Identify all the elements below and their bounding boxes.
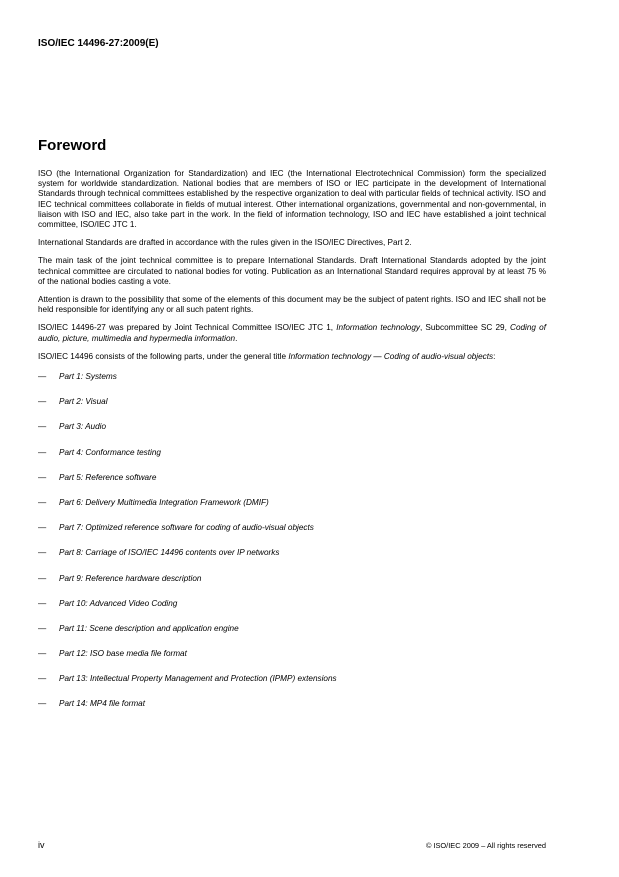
list-item: — Part 1: Systems <box>38 372 117 382</box>
list-item: — Part 8: Carriage of ISO/IEC 14496 contents over IP networks <box>38 548 280 558</box>
list-item: — Part 5: Reference software <box>38 472 157 482</box>
list-item: — Part 7: Optimized reference software for coding of audio-visual objects <box>38 523 314 533</box>
paragraph-prepared-by: ISO/IEC 14496-27 was prepared by Joint Technical Committee ISO/IEC JTC 1, Information technology, Subcommittee SC 29, Coding of audio, picture, multimedia and hypermedia information. <box>38 323 546 343</box>
list-item: — Part 14: MP4 file format <box>38 699 146 709</box>
list-item: — Part 6: Delivery Multimedia Integration Framework (DMIF) <box>38 497 269 507</box>
paragraph-patent: Attention is drawn to the possibility that some of the elements of this document may be the subject of patent rights. ISO and IEC shall not be held responsible for identifying any or all such patent rights. <box>38 295 546 315</box>
page-number: iv <box>38 840 45 850</box>
foreword-body <box>38 169 546 725</box>
list-item: — Part 11: Scene description and application engine <box>38 623 239 633</box>
paragraph-parts-intro: ISO/IEC 14496 consists of the following parts, under the general title Information technology — Coding of audio-visual objects: <box>38 351 496 361</box>
list-item: — Part 12: ISO base media file format <box>38 649 187 659</box>
copyright-notice: © ISO/IEC 2009 – All rights reserved <box>425 841 546 850</box>
list-item: — Part 9: Reference hardware description <box>38 573 202 583</box>
list-item: — Part 3: Audio <box>38 422 107 432</box>
document-id: ISO/IEC 14496-27:2009(E) <box>38 38 159 49</box>
list-item: — Part 10: Advanced Video Coding <box>38 598 178 608</box>
list-item: — Part 13: Intellectual Property Management and Protection (IPMP) extensions <box>38 674 337 684</box>
list-item: — Part 4: Conformance testing <box>38 447 161 457</box>
list-item: — Part 2: Visual <box>38 397 108 407</box>
paragraph-intro: ISO (the International Organization for Standardization) and IEC (the International Electrotechnical Commission) form the specialized system for worldwide standardization. National bodies that are members of ISO or IEC participate in the development of International Standards through technical committees established by the respective organization to deal with particular fields of technical activity. ISO and IEC technical committees collaborate in fields of mutual interest. Other international organizations, governmental and non-governmental, in liaison with ISO and IEC, also take part in the work. In the field of information technology, ISO and IEC have established a joint technical committee, ISO/IEC JTC 1. <box>38 169 546 230</box>
paragraph-main-task: The main task of the joint technical committee is to prepare International Standards. Draft International Standards adopted by the joint technical committee are circulated to national bodies for voting. Publication as an International Standard requires approval by at least 75 % of the national bodies casting a vote. <box>38 256 546 286</box>
paragraph-directives: International Standards are drafted in accordance with the rules given in the ISO/IEC Directives, Part 2. <box>38 238 412 248</box>
page-title: Foreword <box>38 137 107 154</box>
parts-list <box>38 372 546 725</box>
